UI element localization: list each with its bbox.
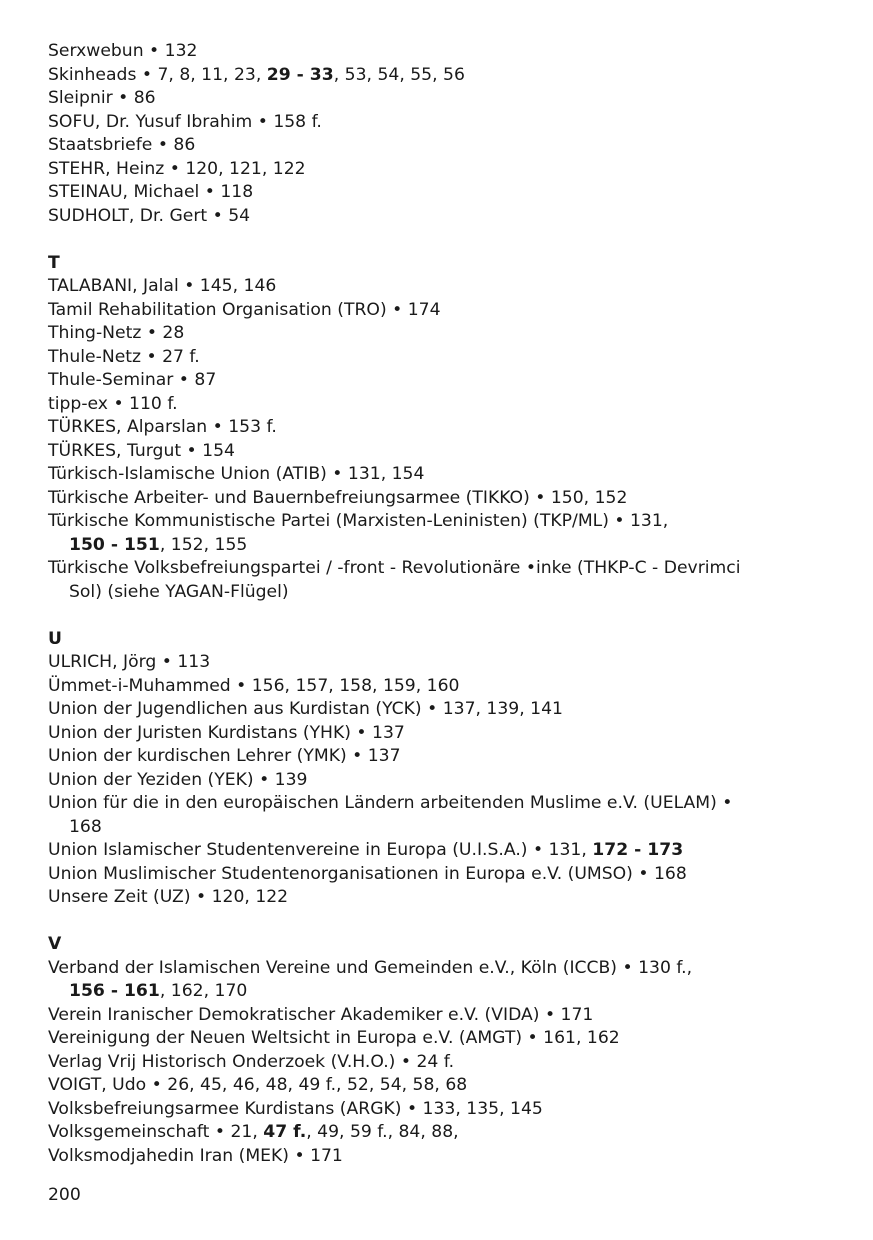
entry-text: , 162, 170 [159, 981, 248, 1001]
index-entry [48, 134, 848, 158]
section-letter: U [48, 628, 62, 649]
index-entry [48, 1098, 848, 1122]
index-entry [48, 346, 848, 370]
entry-text: Türkische Arbeiter- und Bauernbefreiungsarmee (TIKKO) • 150, 152 [48, 487, 628, 508]
index-entry [48, 205, 848, 229]
index-entry [48, 393, 848, 417]
section-letter: T [48, 252, 60, 273]
main-reference: 29 - 33 [266, 64, 334, 85]
entry-text: STEHR, Heinz • 120, 121, 122 [48, 158, 306, 179]
index-entry [48, 792, 848, 816]
entry-text: SUDHOLT, Dr. Gert • 54 [48, 205, 251, 226]
index-entry-continuation [48, 980, 848, 1004]
index-entry [48, 510, 848, 534]
index-entry [48, 863, 848, 887]
section-letter: V [48, 934, 62, 954]
index-entry [48, 322, 848, 346]
entry-text: Union Islamischer Studentenvereine in Europa (U.I.S.A.) • 131, [48, 840, 593, 860]
index-entry [48, 1027, 848, 1051]
entry-text: Union der Yeziden (YEK) • 139 [48, 769, 308, 790]
entry-text: Sol) (siehe YAGAN-Flügel) [69, 581, 289, 602]
index-entry [48, 1051, 848, 1075]
index-section [48, 252, 848, 605]
index-entry [48, 722, 848, 746]
index-entry [48, 651, 848, 675]
index-entry [48, 181, 848, 205]
main-reference: 156 - 161 [69, 981, 160, 1001]
entry-text: Union der kurdischen Lehrer (YMK) • 137 [48, 746, 401, 766]
entry-text: ULRICH, Jörg • 113 [48, 652, 211, 672]
index-entry [48, 64, 848, 88]
index-entry [48, 1074, 848, 1098]
entry-text: Union der Jugendlichen aus Kurdistan (YCK) • 137, 139, 141 [48, 699, 563, 719]
entry-text: Thule-Netz • 27 f. [48, 346, 200, 367]
main-reference: 172 - 173 [592, 840, 684, 860]
index-entry [48, 745, 848, 769]
entry-text: Serxwebun • 132 [48, 41, 198, 61]
entry-text: Volksmodjahedin Iran (MEK) • 171 [48, 1145, 343, 1166]
entry-text: SOFU, Dr. Yusuf Ibrahim • 158 f. [48, 111, 322, 132]
index-entry [48, 1121, 848, 1145]
entry-text: Thule-Seminar • 87 [48, 370, 217, 390]
index-entry [48, 416, 848, 440]
page-number: 200 [48, 1185, 81, 1205]
entry-text: Union Muslimischer Studentenorganisationen in Europa e.V. (UMSO) • 168 [48, 863, 687, 884]
entry-text: tipp-ex • 110 f. [48, 393, 178, 414]
entry-text: Sleipnir • 86 [48, 88, 156, 108]
index-entry [48, 463, 848, 487]
entry-text: TÜRKES, Alparslan • 153 f. [48, 417, 277, 437]
entry-text: Tamil Rehabilitation Organisation (TRO) • 174 [48, 299, 441, 320]
main-reference: 150 - 151 [69, 534, 160, 555]
index-section [48, 628, 848, 910]
entry-text: TÜRKES, Turgut • 154 [48, 440, 235, 461]
index-section [48, 40, 848, 228]
entry-text: Vereinigung der Neuen Weltsicht in Europa e.V. (AMGT) • 161, 162 [48, 1028, 620, 1048]
index-entry [48, 839, 848, 863]
index-entry [48, 1004, 848, 1028]
index-entry-continuation [48, 534, 848, 558]
entry-text: Volksbefreiungsarmee Kurdistans (ARGK) • 133, 135, 145 [48, 1098, 543, 1119]
index-entry [48, 487, 848, 511]
main-reference: 47 f. [263, 1122, 307, 1142]
entry-text: Türkische Kommunistische Partei (Marxisten-Leninisten) (TKP/ML) • 131, [48, 511, 669, 531]
index-entry [48, 1145, 848, 1169]
index-entry [48, 886, 848, 910]
index-entry [48, 275, 848, 299]
index-entry [48, 675, 848, 699]
entry-text: Volksgemeinschaft • 21, [48, 1122, 264, 1142]
entry-text: , 53, 54, 55, 56 [333, 64, 465, 85]
index-entry [48, 369, 848, 393]
index-entry [48, 557, 848, 581]
entry-text: , 152, 155 [159, 534, 248, 555]
index-section [48, 933, 848, 1168]
entry-text: Verein Iranischer Demokratischer Akademiker e.V. (VIDA) • 171 [48, 1004, 594, 1025]
index-entry [48, 111, 848, 135]
index-entry [48, 158, 848, 182]
entry-text: Verlag Vrij Historisch Onderzoek (V.H.O.) • 24 f. [48, 1051, 455, 1072]
entry-text: Unsere Zeit (UZ) • 120, 122 [48, 887, 289, 907]
entry-text: TALABANI, Jalal • 145, 146 [48, 276, 277, 296]
index-entry [48, 440, 848, 464]
index-entry [48, 40, 848, 64]
entry-text: Skinheads • 7, 8, 11, 23, [48, 64, 267, 85]
entry-text: Verband der Islamischen Vereine und Gemeinden e.V., Köln (ICCB) • 130 f., [48, 957, 693, 978]
entry-text: STEINAU, Michael • 118 [48, 182, 254, 202]
entry-text: Staatsbriefe • 86 [48, 135, 196, 155]
index-entry [48, 957, 848, 981]
entry-text: , 49, 59 f., 84, 88, [306, 1122, 459, 1142]
index-entry-continuation [48, 816, 848, 840]
index-entry-continuation [48, 581, 848, 605]
entry-text: Thing-Netz • 28 [48, 323, 185, 343]
entry-text: Union für die in den europäischen Ländern arbeitenden Muslime e.V. (UELAM) • [48, 793, 733, 813]
entry-text: 168 [69, 816, 102, 837]
entry-text: Türkisch-Islamische Union (ATIB) • 131, 154 [48, 464, 425, 484]
index-entry [48, 769, 848, 793]
index-entry [48, 299, 848, 323]
entry-text: Ümmet-i-Muhammed • 156, 157, 158, 159, 160 [48, 675, 460, 696]
entry-text: Union der Juristen Kurdistans (YHK) • 137 [48, 722, 405, 743]
index-page [48, 40, 848, 1168]
entry-text: VOIGT, Udo • 26, 45, 46, 48, 49 f., 52, 54, 58, 68 [48, 1075, 468, 1095]
index-entry [48, 87, 848, 111]
entry-text: Türkische Volksbefreiungspartei / -front - Revolutionäre •inke (THKP-C - Devrimci [48, 558, 741, 578]
index-entry [48, 698, 848, 722]
